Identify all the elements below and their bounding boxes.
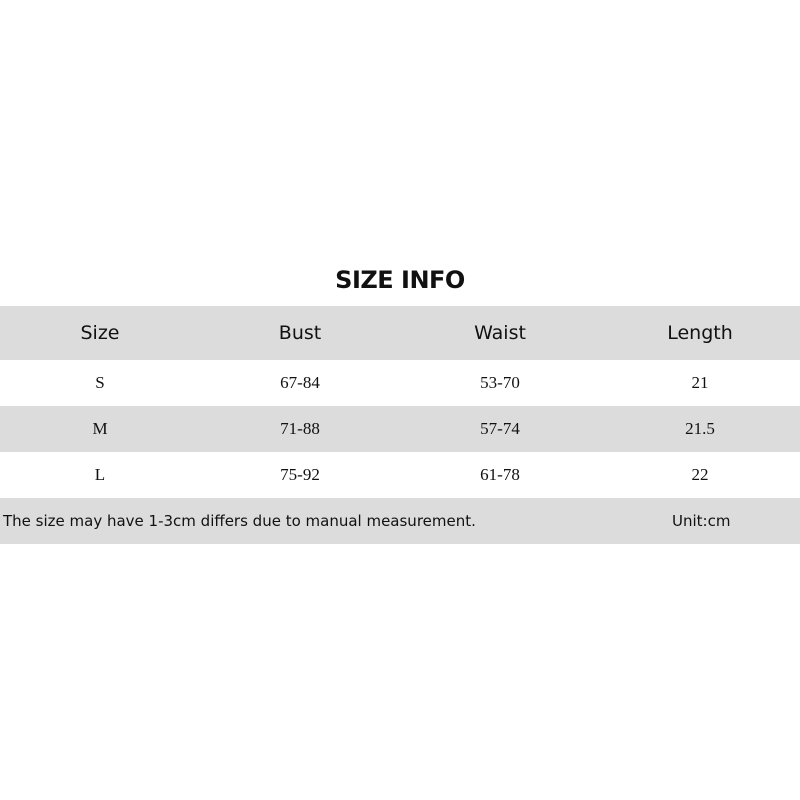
page-title: SIZE INFO — [335, 266, 465, 294]
cell-size: M — [92, 419, 108, 438]
cell-length: 21 — [691, 373, 709, 392]
header-size: Size — [80, 322, 120, 344]
cell-waist: 53-70 — [480, 373, 520, 392]
cell-length: 22 — [691, 465, 709, 484]
measurement-note: The size may have 1-3cm differs due to manual measurement. — [3, 512, 476, 530]
size-chart-table — [0, 306, 800, 498]
cell-waist: 61-78 — [480, 465, 520, 484]
table-row-s — [0, 360, 800, 406]
table-header-row — [0, 306, 800, 360]
cell-length: 21.5 — [685, 419, 715, 438]
header-length: Length — [667, 322, 733, 344]
cell-waist: 57-74 — [480, 419, 520, 438]
cell-size: L — [94, 465, 106, 484]
header-waist: Waist — [474, 322, 526, 344]
cell-bust: 67-84 — [280, 373, 320, 392]
table-row-m — [0, 406, 800, 452]
cell-size: S — [95, 373, 105, 392]
header-bust: Bust — [278, 322, 322, 344]
footnote-row — [0, 498, 800, 544]
table-row-l — [0, 452, 800, 498]
cell-bust: 71-88 — [280, 419, 320, 438]
cell-bust: 75-92 — [280, 465, 320, 484]
unit-label: Unit:cm — [672, 512, 731, 530]
